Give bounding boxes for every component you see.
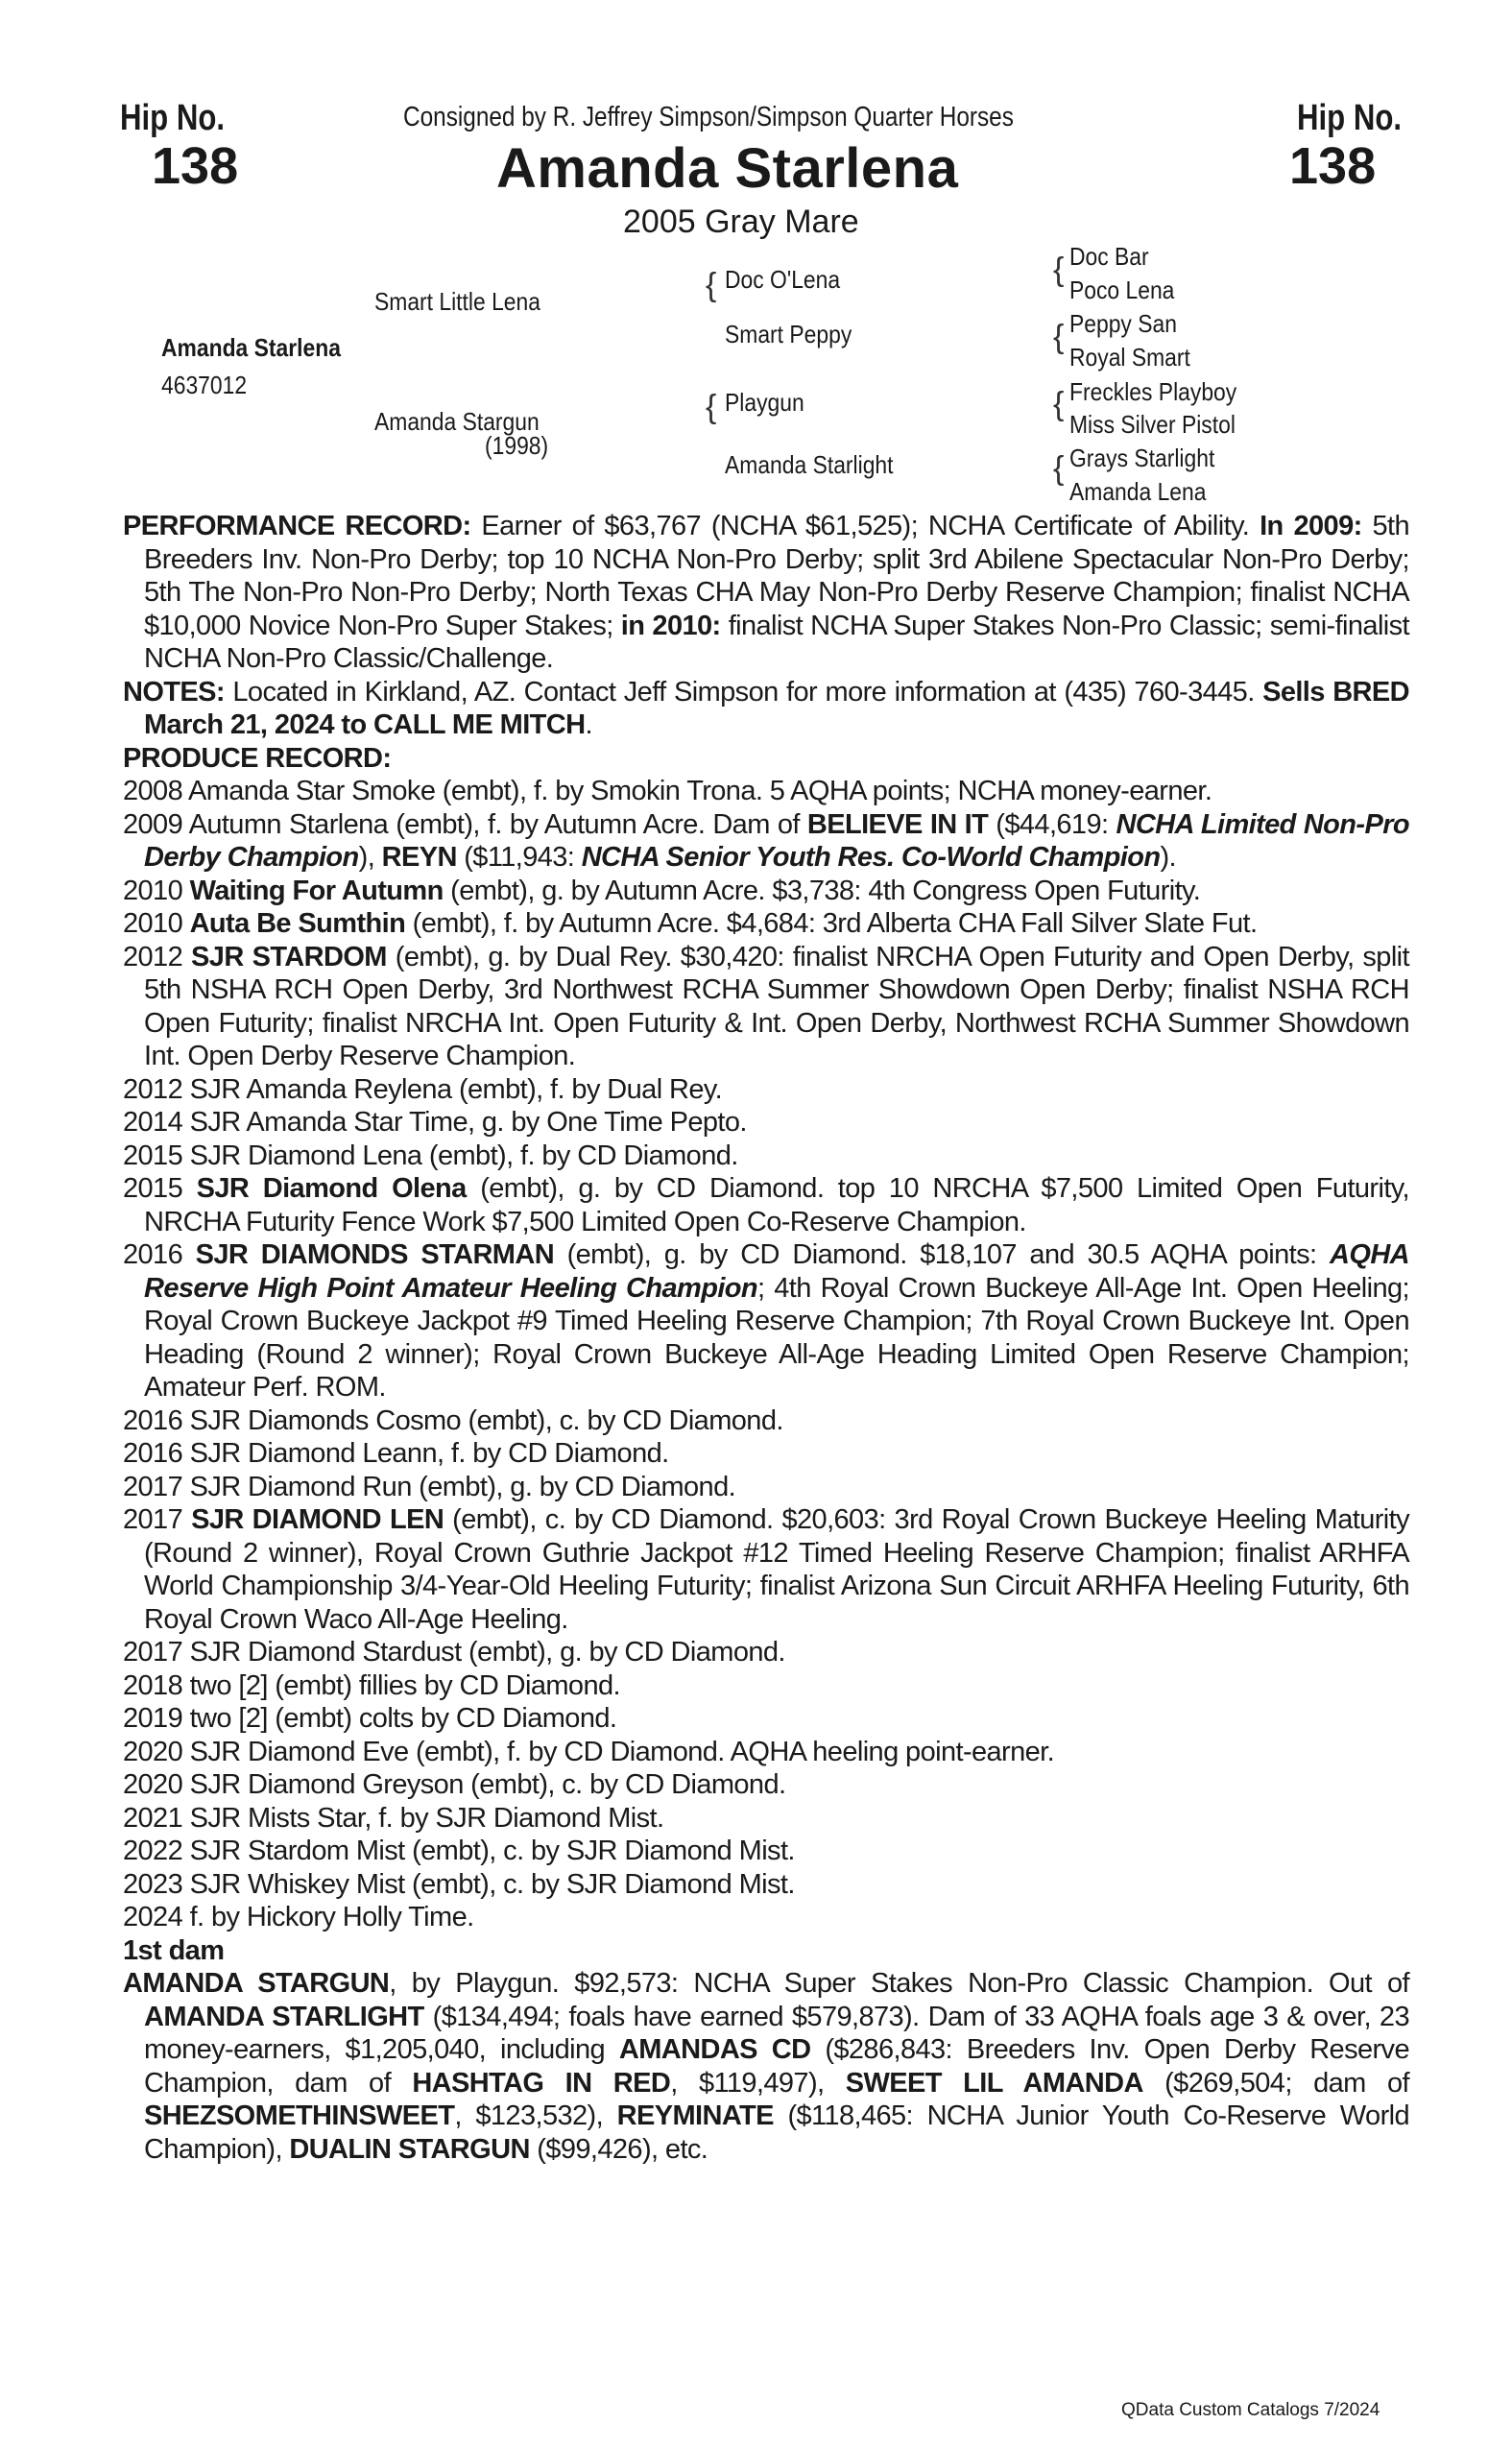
produce-item <box>123 907 1409 941</box>
dam-text: ($286,843: Breeders Inv. Open Derby Reserve Champion, dam of <box>144 2034 1409 2099</box>
brace-g4: { <box>1053 450 1065 487</box>
produce-text: ($11,943: <box>456 842 582 873</box>
produce-item: 2019 two [2] (embt) colts by CD Diamond. <box>123 1703 617 1734</box>
produce-text: ($44,619: <box>988 808 1116 840</box>
dam-text: , by Playgun. $92,573: NCHA Super Stakes Non-Pro Classic Champion. Out of <box>389 1968 1410 1999</box>
hip-label-left: Hip No. <box>120 98 226 138</box>
produce-item: 2024 f. by Hickory Holly Time. <box>123 1902 474 1932</box>
dam-text: , $119,497), <box>670 2067 846 2099</box>
horse-name-title: Amanda Starlena <box>496 137 959 200</box>
dam-name: REYMINATE <box>616 2100 774 2131</box>
consignor-line: Consigned by R. Jeffrey Simpson/Simpson Quarter Horses <box>403 102 1014 132</box>
pedigree-g6: Miss Silver Pistol <box>1069 410 1236 439</box>
pedigree-g8: Amanda Lena <box>1069 477 1207 506</box>
dam-name: SHEZSOMETHINSWEET <box>144 2100 455 2131</box>
produce-item: 2008 Amanda Star Smoke (embt), f. by Smokin Trona. 5 AQHA points; NCHA money-earner. <box>123 776 1212 806</box>
notes-label: NOTES: <box>123 676 225 708</box>
dam-text: ($269,504; dam of <box>1142 2067 1409 2099</box>
dam-text: ($118,465: NCHA Junior Youth Co-Reserve World Champion), <box>144 2100 1409 2165</box>
brace-g3: { <box>1053 386 1065 422</box>
brace-g2: { <box>1053 319 1065 355</box>
produce-text: (embt), g. by CD Diamond. top 10 NRCHA $7,500 Limited Open Futurity, NRCHA Futurity Fence Work $7,500 Limited Open Co-Reserve Champion. <box>144 1173 1409 1237</box>
produce-text: 2012 <box>123 941 192 972</box>
produce-bold: SJR STARDOM <box>191 941 387 972</box>
produce-title: NCHA Limited Non-Pro Derby Champion <box>144 808 1410 873</box>
pedigree-g1: Doc Bar <box>1069 242 1149 271</box>
performance-text: Earner of $63,767 (NCHA $61,525); NCHA Certificate of Ability. <box>470 511 1260 541</box>
dam-name: SWEET LIL AMANDA <box>845 2067 1143 2099</box>
produce-text: ), <box>358 842 382 873</box>
hip-label-right: Hip No. <box>1297 98 1403 138</box>
produce-bold: SJR DIAMOND LEN <box>191 1504 444 1535</box>
produce-item: 2018 two [2] (embt) fillies by CD Diamond. <box>123 1669 620 1701</box>
dam-text: , $123,532), <box>454 2100 617 2131</box>
produce-item: 2014 SJR Amanda Star Time, g. by One Time Pepto. <box>123 1107 747 1138</box>
dam-name: AMANDA STARGUN <box>123 1968 390 1999</box>
produce-item: 2016 SJR Diamonds Cosmo (embt), c. by CD Diamond. <box>123 1404 783 1436</box>
pedigree-dam-year: (1998) <box>485 431 549 460</box>
produce-bold: SJR Diamond Olena <box>196 1173 467 1204</box>
pedigree-sire-sire: Doc O'Lena <box>725 265 841 294</box>
pedigree-dam-sire: Playgun <box>725 388 804 417</box>
first-dam-text <box>123 1967 1409 2166</box>
pedigree-dam-dam: Amanda Starlight <box>725 450 894 479</box>
notes <box>123 676 1409 742</box>
produce-text: 2016 <box>123 1239 196 1270</box>
pedigree-subject: Amanda Starlena <box>161 333 341 362</box>
brace-sire: { <box>706 267 717 303</box>
dam-name: DUALIN STARGUN <box>289 2133 530 2165</box>
produce-title: NCHA Senior Youth Res. Co-World Champion <box>581 842 1161 873</box>
produce-item: 2012 SJR Amanda Reylena (embt), f. by Dual Rey. <box>123 1073 723 1105</box>
notes-text: . <box>585 709 592 740</box>
produce-item <box>123 941 1409 1073</box>
first-dam-label: 1st dam <box>123 1934 225 1966</box>
dam-name: HASHTAG IN RED <box>412 2067 671 2099</box>
pedigree-g3: Peppy San <box>1069 309 1177 338</box>
produce-item <box>123 1172 1409 1238</box>
produce-text: 2015 <box>123 1173 197 1204</box>
produce-item: 2016 SJR Diamond Leann, f. by CD Diamond. <box>123 1438 669 1469</box>
footer-credit: QData Custom Catalogs 7/2024 <box>1121 2400 1380 2420</box>
performance-text: 5th Breeders Inv. Non-Pro Derby; top 10 NCHA Non-Pro Derby; split 3rd Abilene Spectacular Non-Pro Derby; 5th The Non-Pro Non-Pro Derby; North Texas CHA May Non-Pro Derby Reserve Champion; finalist NCHA $10,000 Novice Non-Pro Super Stakes; <box>144 511 1409 641</box>
produce-item <box>123 808 1409 875</box>
produce-item: 2017 SJR Diamond Stardust (embt), g. by CD Diamond. <box>123 1637 785 1668</box>
produce-text: 2010 <box>123 908 190 939</box>
produce-text: 2010 <box>123 875 190 906</box>
produce-text: (embt), g. by Autumn Acre. $3,738: 4th Congress Open Futurity. <box>443 875 1201 906</box>
produce-item: 2023 SJR Whiskey Mist (embt), c. by SJR Diamond Mist. <box>123 1868 795 1900</box>
brace-g1: { <box>1053 252 1065 288</box>
pedigree-g5: Freckles Playboy <box>1069 377 1237 406</box>
dam-text: ($134,494; foals have earned $579,873). Dam of 33 AQHA foals age 3 & over, 23 money-earners, $1,205,040, including <box>144 2001 1409 2065</box>
produce-bold: SJR DIAMONDS STARMAN <box>195 1239 555 1270</box>
horse-description: 2005 Gray Mare <box>623 204 859 240</box>
catalog-body <box>123 510 1409 2166</box>
pedigree-g4: Royal Smart <box>1069 343 1190 372</box>
performance-record <box>123 510 1409 676</box>
produce-item: 2020 SJR Diamond Eve (embt), f. by CD Diamond. AQHA heeling point-earner. <box>123 1736 1055 1767</box>
produce-item: 2022 SJR Stardom Mist (embt), c. by SJR Diamond Mist. <box>123 1836 795 1866</box>
pedigree-g7: Grays Starlight <box>1069 444 1215 472</box>
produce-text: 2017 <box>123 1504 192 1535</box>
produce-text: 2009 Autumn Starlena (embt), f. by Autumn Acre. Dam of <box>123 808 807 840</box>
produce-text: (embt), c. by CD Diamond. $20,603: 3rd Royal Crown Buckeye Heeling Maturity (Round 2 winner), Royal Crown Guthrie Jackpot #12 Timed Heeling Reserve Champion; finalist ARHFA World Championship 3/4-Year-Old Heeling Futurity; finalist Arizona Sun Circuit ARHFA Heeling Futurity, 6th Royal Crown Waco All-Age Heeling. <box>144 1504 1409 1635</box>
notes-text: Located in Kirkland, AZ. Contact Jeff Simpson for more information at (435) 760-3445. <box>224 676 1263 708</box>
produce-item: 2021 SJR Mists Star, f. by SJR Diamond Mist. <box>123 1802 664 1834</box>
performance-year-2010: in 2010: <box>620 610 721 641</box>
produce-bold: Waiting For Autumn <box>189 875 444 906</box>
dam-name: AMANDAS CD <box>618 2034 811 2065</box>
hip-number-right: 138 <box>1289 137 1377 195</box>
produce-text: (embt), g. by Dual Rey. $30,420: finalist NRCHA Open Futurity and Open Derby, split 5th NSHA RCH Open Derby, 3rd Northwest RCHA Summer Showdown Open Derby; finalist NSHA RCH Open Futurity; finalist NRCHA Int. Open Futurity & Int. Open Derby, Northwest RCHA Summer Showdown Int. Open Derby Reserve Champion. <box>144 941 1409 1071</box>
pedigree-sire-dam: Smart Peppy <box>725 320 852 348</box>
produce-item: 2015 SJR Diamond Lena (embt), f. by CD Diamond. <box>123 1140 738 1171</box>
registration-number: 4637012 <box>161 371 248 399</box>
produce-item <box>123 1503 1409 1636</box>
performance-text: finalist NCHA Super Stakes Non-Pro Classic; semi-finalist NCHA Non-Pro Classic/Challenge. <box>144 610 1409 674</box>
produce-label: PRODUCE RECORD: <box>123 742 392 774</box>
produce-item: 2020 SJR Diamond Greyson (embt), c. by CD Diamond. <box>123 1769 786 1800</box>
produce-text: (embt), g. by CD Diamond. $18,107 and 30.5 AQHA points: <box>554 1239 1331 1270</box>
produce-bold: Auta Be Sumthin <box>189 908 406 939</box>
dam-name: AMANDA STARLIGHT <box>144 2001 424 2032</box>
pedigree-dam: Amanda Stargun <box>374 407 540 436</box>
produce-text: ). <box>1160 842 1176 873</box>
produce-item <box>123 1238 1409 1404</box>
produce-title: AQHA Reserve High Point Amateur Heeling Champion <box>144 1239 1410 1304</box>
performance-year-2009: In 2009: <box>1260 511 1362 541</box>
performance-label: PERFORMANCE RECORD: <box>123 511 471 541</box>
produce-bold: BELIEVE IN IT <box>806 808 989 840</box>
produce-bold: REYN <box>381 842 457 873</box>
produce-text: (embt), f. by Autumn Acre. $4,684: 3rd Alberta CHA Fall Silver Slate Fut. <box>405 908 1258 939</box>
dam-text: ($99,426), etc. <box>529 2133 708 2165</box>
produce-item: 2017 SJR Diamond Run (embt), g. by CD Diamond. <box>123 1471 736 1502</box>
produce-text: ; 4th Royal Crown Buckeye All-Age Int. Open Heeling; Royal Crown Buckeye Jackpot #9 Timed Heeling Reserve Champion; 7th Royal Crown Buckeye Int. Open Heading (Round 2 winner); Royal Crown Buckeye All-Age Heading Limited Open Reserve Champion; Amateur Perf. ROM. <box>144 1272 1409 1403</box>
notes-breeding: Sells BRED March 21, 2024 to CALL ME MITCH <box>144 676 1409 740</box>
produce-item <box>123 875 1409 908</box>
pedigree-sire: Smart Little Lena <box>374 287 540 316</box>
brace-dam: { <box>706 389 717 425</box>
pedigree-g2: Poco Lena <box>1069 276 1175 304</box>
hip-number-left: 138 <box>152 137 239 195</box>
